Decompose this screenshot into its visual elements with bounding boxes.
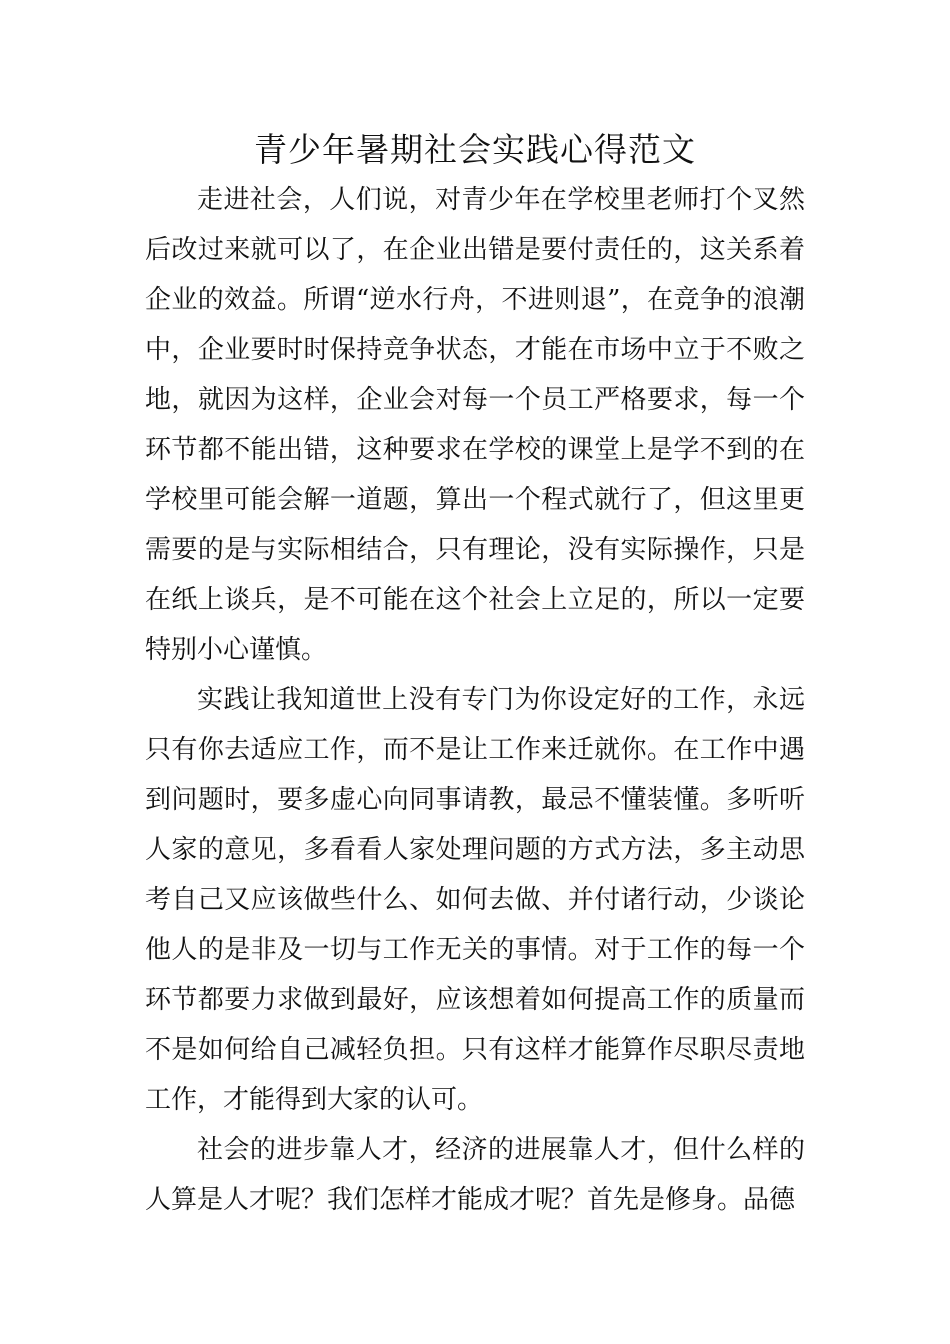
paragraph-3: 社会的进步靠人才，经济的进展靠人才，但什么样的人算是人才呢？我们怎样才能成才呢？首先是修身。品德 xyxy=(145,1135,805,1215)
paragraph-1: 走进社会，人们说，对青少年在学校里老师打个叉然后改过来就可以了，在企业出错是要付责任的，这关系着企业的效益。所谓“逆水行舟，不进则退”，在竞争的浪潮中，企业要时时保持竞争状态，才能在市场中立于不败之地，就因为这样，企业会对每一个员工严格要求，每一个环节都不能出错，这种要求在学校的课堂上是学不到的在学校里可能会解一道题，算出一个程式就行了，但这里更需要的是与实际相结合，只有理论，没有实际操作，只是在纸上谈兵，是不可能在这个社会上立足的，所以一定要特别小心谨慎。 xyxy=(145,185,805,665)
paragraph-2: 实践让我知道世上没有专门为你设定好的工作，永远只有你去适应工作，而不是让工作来迁就你。在工作中遇到问题时，要多虚心向同事请教，最忌不懂装懂。多听听人家的意见，多看看人家处理问题的方式方法，多主动思考自己又应该做些什么、如何去做、并付诸行动，少谈论他人的是非及一切与工作无关的事情。对于工作的每一个环节都要力求做到最好，应该想着如何提高工作的质量而不是如何给自己减轻负担。只有这样才能算作尽职尽责地工作，才能得到大家的认可。 xyxy=(145,685,805,1115)
document-body xyxy=(145,175,805,1225)
document-title: 青少年暑期社会实践心得范文 xyxy=(254,130,696,169)
